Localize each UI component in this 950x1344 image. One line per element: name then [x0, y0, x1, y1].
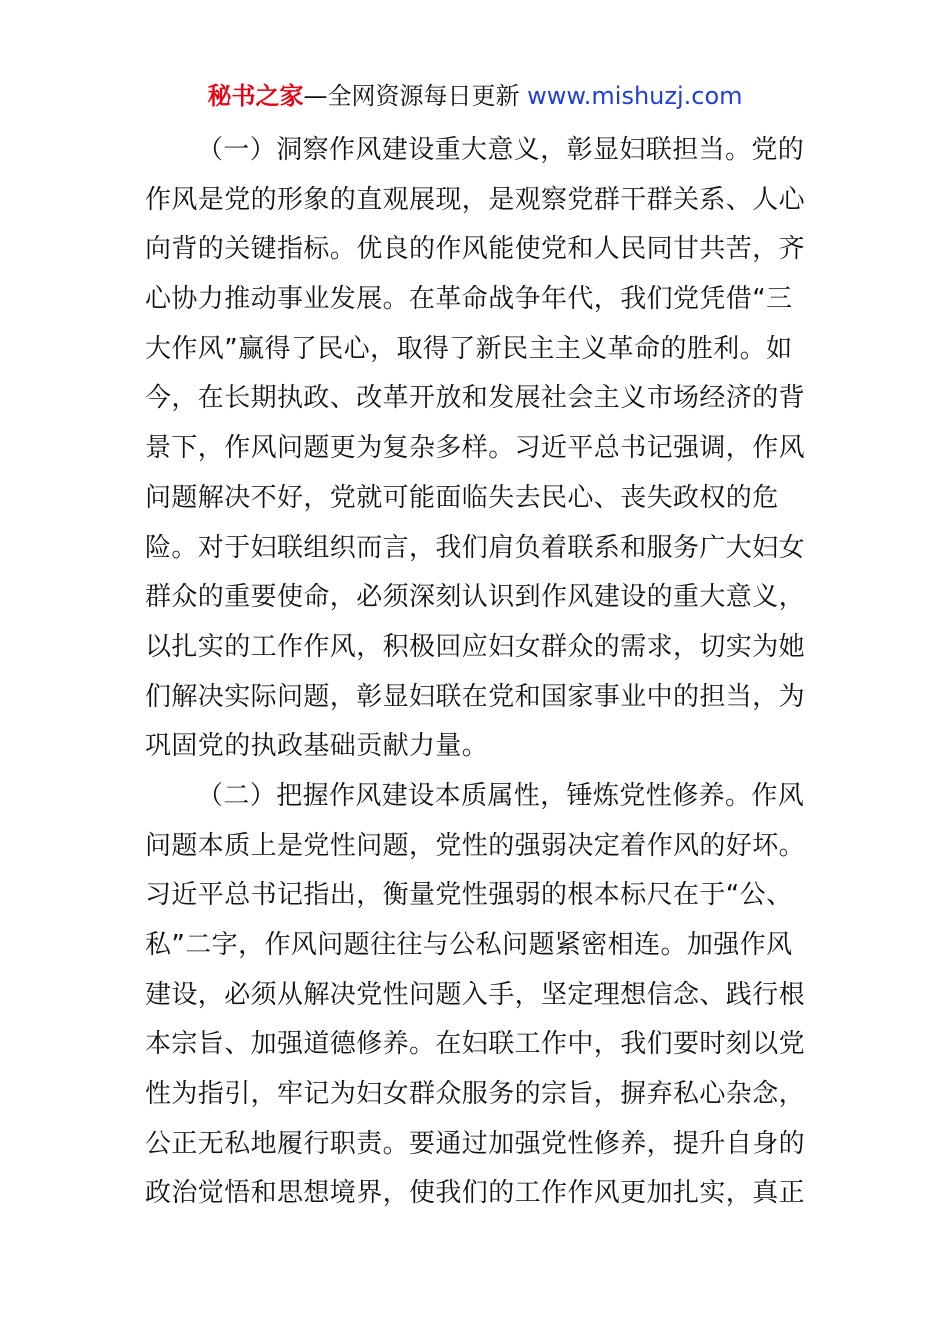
paragraph-1-line: （一）洞察作风建设重大意义，彰显妇联担当。党的 — [197, 135, 805, 165]
paragraph-2-line: 建设，必须从解决党性问题入手，坚定理想信念、践行根 — [145, 979, 806, 1010]
paragraph-2-line: （二）把握作风建设本质属性，锤炼党性修养。作风 — [197, 780, 805, 811]
paragraph-1-line: 以扎实的工作作风，积极回应妇女群众的需求，切实为她 — [145, 631, 806, 662]
paragraph-2-line: 本宗旨、加强道德修养。在妇联工作中，我们要时刻以党 — [145, 1029, 806, 1060]
paragraph-1-line: 巩固党的执政基础贡献力量。 — [145, 731, 489, 762]
paragraph-1-line: 景下，作风问题更为复杂多样。习近平总书记强调，作风 — [145, 433, 806, 464]
paragraph-1-line: 险。对于妇联组织而言，我们肩负着联系和服务广大妇女 — [145, 532, 806, 563]
header-tagline: —全网资源每日更新 — [303, 82, 528, 110]
paragraph-1-line: 今，在长期执政、改革开放和发展社会主义市场经济的背 — [145, 383, 806, 414]
body-text — [145, 126, 807, 1219]
paragraph-2-line: 问题本质上是党性问题，党性的强弱决定着作风的好坏。 — [145, 830, 806, 861]
paragraph-1-line: 作风是党的形象的直观展现，是观察党群干群关系、人心 — [145, 184, 806, 215]
paragraph-1-line: 群众的重要使命，必须深刻认识到作风建设的重大意义， — [145, 582, 806, 613]
paragraph-2-line: 政治觉悟和思想境界，使我们的工作作风更加扎实，真正 — [145, 1178, 806, 1209]
paragraph-2-line: 习近平总书记指出，衡量党性强弱的根本标尺在于“公、 — [145, 880, 793, 911]
page-header — [0, 80, 950, 112]
paragraph-2-line: 公正无私地履行职责。要通过加强党性修养，提升自身的 — [145, 1128, 806, 1159]
paragraph-1-line: 心协力推动事业发展。在革命战争年代，我们党凭借“三 — [145, 284, 793, 315]
paragraph-2-line: 私”二字，作风问题往往与公私问题紧密相连。加强作风 — [145, 930, 793, 960]
header-brand: 秘书之家 — [207, 82, 304, 110]
paragraph-1-line: 大作风”赢得了民心，取得了新民主主义革命的胜利。如 — [145, 333, 793, 364]
paragraph-1-line: 们解决实际问题，彰显妇联在党和国家事业中的担当，为 — [145, 681, 806, 712]
paragraph-1-line: 向背的关键指标。优良的作风能使党和人民同甘共苦，齐 — [145, 234, 806, 265]
paragraph-2-line: 性为指引，牢记为妇女群众服务的宗旨，摒弃私心杂念， — [145, 1079, 806, 1110]
paragraph-1-line: 问题解决不好，党就可能面临失去民心、丧失政权的危 — [145, 482, 779, 513]
header-url[interactable]: www.mishuzj.com — [527, 82, 743, 110]
